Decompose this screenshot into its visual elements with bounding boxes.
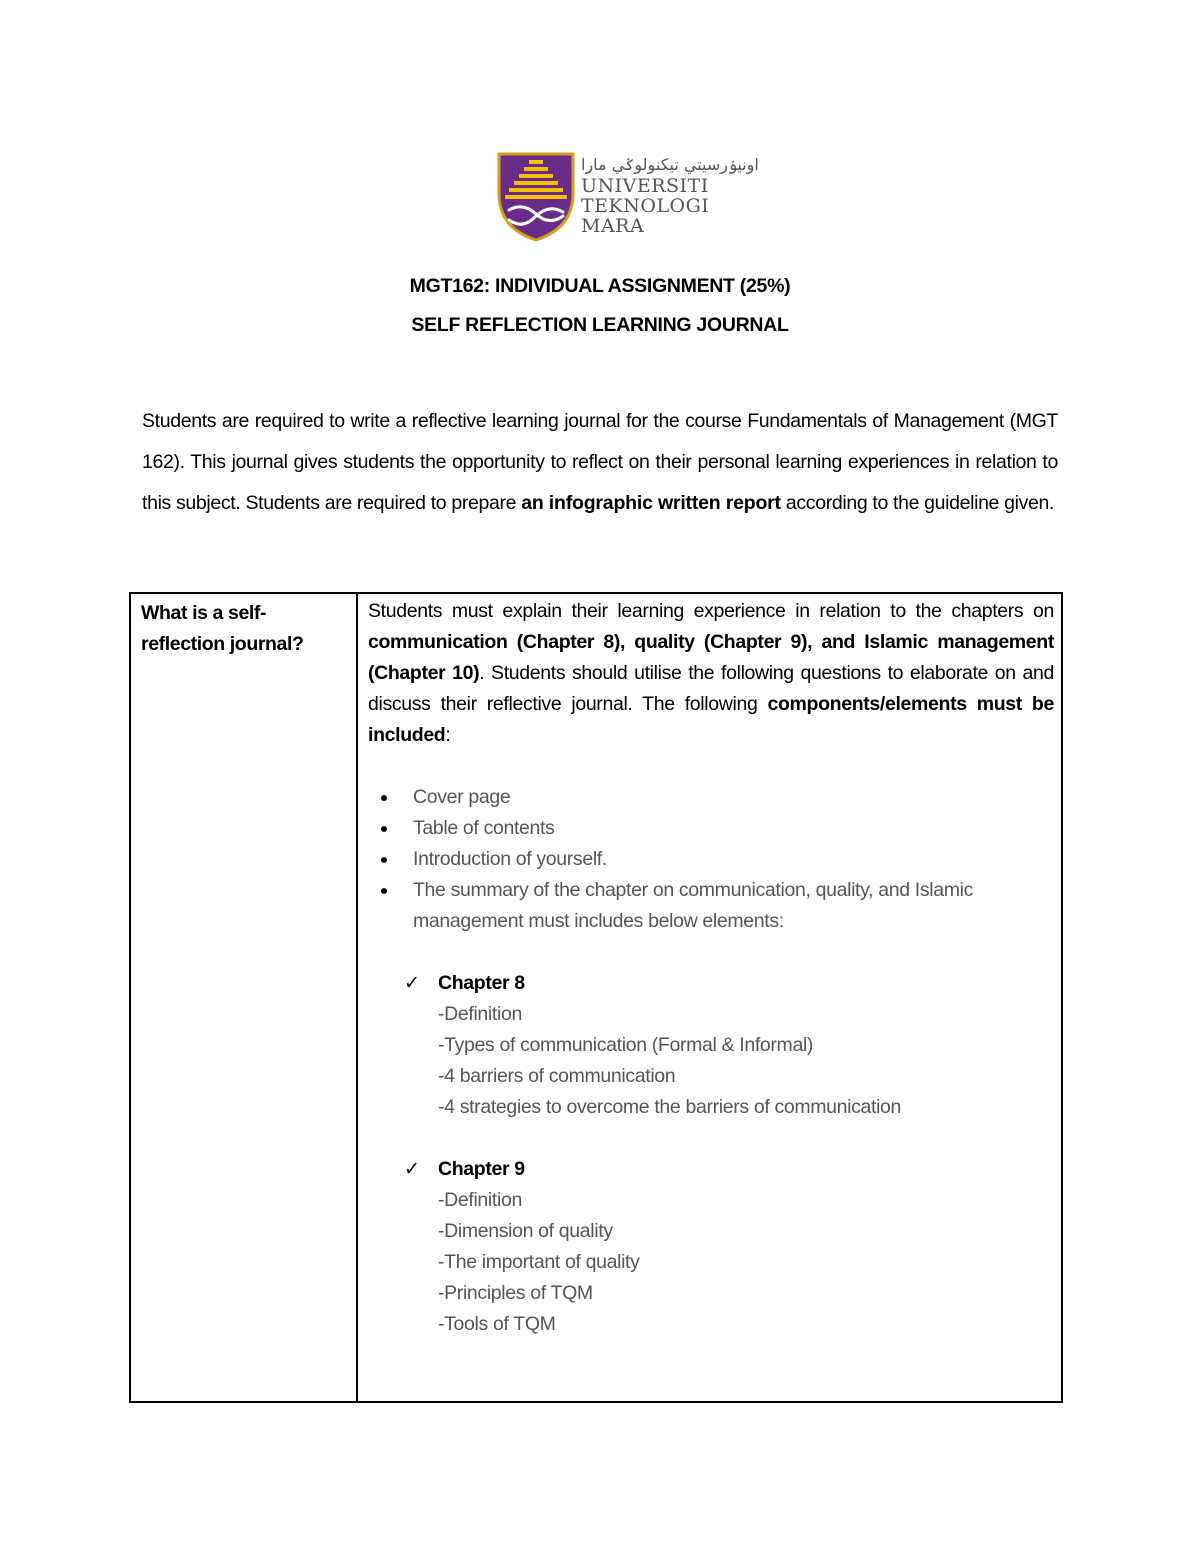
checkmark-icon: ✓ (404, 1159, 420, 1180)
logo-line-1: UNIVERSITI (581, 175, 709, 197)
table-divider (356, 594, 358, 1401)
bullet-icon (381, 857, 387, 863)
req-text-2: . Students should utilise the following questions to elaborate on and discuss their reflective journal. The following (368, 662, 1054, 715)
bullet-icon (381, 826, 387, 832)
intro-bold: an infographic written report (521, 492, 781, 514)
chapter-8-block (368, 968, 1054, 1123)
chapter-item: -Definition (438, 1003, 522, 1025)
logo-line-3: MARA (581, 215, 645, 237)
list-item (368, 844, 1054, 875)
req-text-1: Students must explain their learning experience in relation to the chapters on (368, 600, 1054, 622)
bullet-icon (381, 795, 387, 801)
list-item-text: Introduction of yourself. (413, 848, 607, 870)
table-right-cell (368, 596, 1054, 1340)
components-list (368, 782, 1054, 937)
guideline-table (129, 592, 1063, 1403)
chapter-title: Chapter 9 (438, 1158, 525, 1180)
list-item-text: Table of contents (413, 817, 555, 839)
requirements-paragraph (368, 596, 1054, 751)
chapter-item: -4 barriers of communication (438, 1065, 676, 1087)
req-bold-2: components/elements must be included (368, 693, 1054, 746)
intro-text-2: according to the guideline given. (780, 492, 1055, 514)
list-item (368, 875, 1054, 937)
journal-title: SELF REFLECTION LEARNING JOURNAL (411, 314, 789, 336)
chapter-item: -Dimension of quality (438, 1220, 613, 1242)
chapter-item: -4 strategies to overcome the barriers of communication (438, 1096, 902, 1118)
list-item (368, 782, 1054, 813)
list-item (368, 813, 1054, 844)
req-text-3: : (445, 724, 451, 746)
chapter-item: -Definition (438, 1189, 522, 1211)
chapter-item: -Types of communication (Formal & Informal) (438, 1034, 814, 1056)
list-item-text: The summary of the chapter on communication, quality, and Islamic management must includes below elements: (413, 879, 973, 932)
checkmark-icon: ✓ (404, 973, 420, 994)
arabic-script: اونيۏرسيتي تيكنولوݢي مارا (581, 155, 759, 174)
intro-paragraph (142, 401, 1058, 524)
chapter-title: Chapter 8 (438, 972, 525, 994)
table-left-cell: What is a self-reflection journal? (141, 602, 304, 655)
assignment-title: MGT162: INDIVIDUAL ASSIGNMENT (25%) (409, 275, 791, 297)
logo-line-2: TEKNOLOGI (581, 195, 710, 217)
list-item-text: Cover page (413, 786, 511, 808)
chapter-item: -The important of quality (438, 1251, 640, 1273)
intro-text-1: Students are required to write a reflective learning journal for the course Fundamentals of Management (MGT 162). This journal gives students the opportunity to reflect on their personal learning experiences in relation to this subject. Students are required to prepare (142, 410, 1058, 514)
req-bold-1: communication (Chapter 8), quality (Chapter 9), and Islamic management (Chapter 10) (368, 631, 1054, 684)
chapter-item: -Principles of TQM (438, 1282, 593, 1304)
chapter-9-block (368, 1154, 1054, 1340)
uitm-logo (497, 150, 759, 242)
chapter-item: -Tools of TQM (438, 1313, 556, 1335)
bullet-icon (381, 888, 387, 894)
